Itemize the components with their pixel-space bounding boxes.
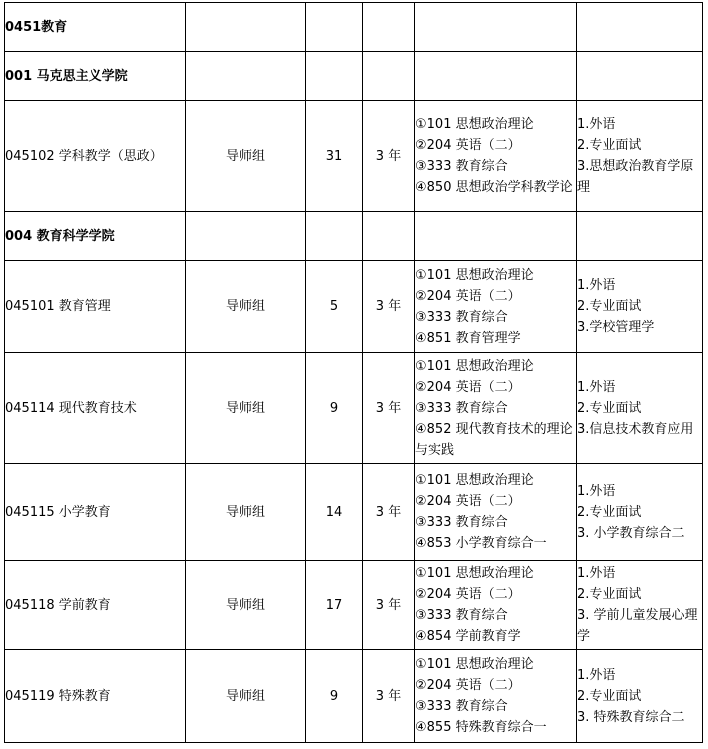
retest-subject: 1.外语 bbox=[577, 278, 616, 293]
exam-subject: ③333 教育综合 bbox=[415, 608, 508, 623]
exam-subject: ①101 思想政治理论 bbox=[415, 566, 534, 581]
exam-subject: ④855 特殊教育综合一 bbox=[415, 720, 547, 735]
program-duration: 3 年 bbox=[363, 561, 415, 650]
program-code-name: 045115 小学教育 bbox=[5, 464, 186, 561]
empty-cell bbox=[577, 3, 703, 52]
empty-cell bbox=[186, 3, 306, 52]
exam-subject: ③333 教育综合 bbox=[415, 159, 508, 174]
program-duration: 3 年 bbox=[363, 101, 415, 212]
exam-subjects bbox=[415, 353, 577, 464]
program-quota: 9 bbox=[306, 353, 363, 464]
college-name: 004 教育科学学院 bbox=[5, 212, 186, 261]
exam-subject: ④851 教育管理学 bbox=[415, 330, 521, 346]
empty-cell bbox=[363, 3, 415, 52]
retest-subject: 1.外语 bbox=[577, 379, 616, 395]
retest-subject: 2.专业面试 bbox=[577, 400, 642, 416]
retest-subject: 2.专业面试 bbox=[577, 587, 642, 602]
empty-cell bbox=[186, 52, 306, 101]
program-code-name: 045119 特殊教育 bbox=[5, 650, 186, 743]
retest-subject: 3. 学前儿童发展心理学 bbox=[577, 608, 698, 644]
empty-cell bbox=[186, 212, 306, 261]
program-duration: 3 年 bbox=[363, 464, 415, 561]
program-advisor: 导师组 bbox=[186, 561, 306, 650]
retest-subject: 1.外语 bbox=[577, 483, 616, 499]
exam-subject: ②204 英语（二） bbox=[415, 138, 521, 153]
empty-cell bbox=[577, 212, 703, 261]
exam-subject: ④852 现代教育技术的理论与实践 bbox=[415, 421, 573, 458]
program-code-name: 045114 现代教育技术 bbox=[5, 353, 186, 464]
college-row bbox=[5, 52, 703, 101]
exam-subject: ③333 教育综合 bbox=[415, 309, 508, 325]
major-row bbox=[5, 3, 703, 52]
exam-subjects bbox=[415, 261, 577, 353]
program-advisor: 导师组 bbox=[186, 261, 306, 353]
exam-subject: ①101 思想政治理论 bbox=[415, 358, 534, 374]
program-quota: 5 bbox=[306, 261, 363, 353]
program-row bbox=[5, 353, 703, 464]
exam-subject: ③333 教育综合 bbox=[415, 699, 508, 714]
retest-subject: 3.信息技术教育应用 bbox=[577, 421, 694, 437]
program-advisor: 导师组 bbox=[186, 101, 306, 212]
college-name: 001 马克思主义学院 bbox=[5, 52, 186, 101]
retest-subjects bbox=[577, 353, 703, 464]
exam-subjects bbox=[415, 650, 577, 743]
retest-subject: 2.专业面试 bbox=[577, 299, 642, 314]
empty-cell bbox=[306, 3, 363, 52]
empty-cell bbox=[363, 212, 415, 261]
program-code-name: 045118 学前教育 bbox=[5, 561, 186, 650]
major-label: 0451教育 bbox=[5, 3, 186, 52]
program-quota: 9 bbox=[306, 650, 363, 743]
exam-subjects bbox=[415, 561, 577, 650]
retest-subjects bbox=[577, 650, 703, 743]
retest-subject: 2.专业面试 bbox=[577, 138, 642, 153]
program-quota: 31 bbox=[306, 101, 363, 212]
exam-subject: ④853 小学教育综合一 bbox=[415, 536, 547, 551]
program-quota: 17 bbox=[306, 561, 363, 650]
program-row bbox=[5, 261, 703, 353]
retest-subject: 1.外语 bbox=[577, 667, 616, 683]
retest-subject: 1.外语 bbox=[577, 117, 616, 132]
exam-subjects bbox=[415, 101, 577, 212]
empty-cell bbox=[415, 212, 577, 261]
program-duration: 3 年 bbox=[363, 353, 415, 464]
exam-subject: ②204 英语（二） bbox=[415, 494, 521, 509]
retest-subject: 3. 特殊教育综合二 bbox=[577, 709, 685, 725]
program-duration: 3 年 bbox=[363, 261, 415, 353]
retest-subject: 3.学校管理学 bbox=[577, 320, 655, 335]
program-advisor: 导师组 bbox=[186, 353, 306, 464]
exam-subject: ①101 思想政治理论 bbox=[415, 657, 534, 672]
empty-cell bbox=[306, 52, 363, 101]
program-row bbox=[5, 464, 703, 561]
college-row bbox=[5, 212, 703, 261]
empty-cell bbox=[306, 212, 363, 261]
program-advisor: 导师组 bbox=[186, 464, 306, 561]
empty-cell bbox=[363, 52, 415, 101]
empty-cell bbox=[415, 3, 577, 52]
exam-subject: ②204 英语（二） bbox=[415, 288, 521, 304]
retest-subjects bbox=[577, 261, 703, 353]
program-code-name: 045102 学科教学（思政） bbox=[5, 101, 186, 212]
exam-subject: ③333 教育综合 bbox=[415, 515, 508, 530]
program-code-name: 045101 教育管理 bbox=[5, 261, 186, 353]
program-advisor: 导师组 bbox=[186, 650, 306, 743]
admissions-table bbox=[4, 2, 703, 743]
exam-subject: ②204 英语（二） bbox=[415, 379, 521, 395]
program-row bbox=[5, 561, 703, 650]
program-quota: 14 bbox=[306, 464, 363, 561]
exam-subject: ③333 教育综合 bbox=[415, 400, 508, 416]
retest-subjects bbox=[577, 101, 703, 212]
program-duration: 3 年 bbox=[363, 650, 415, 743]
retest-subjects bbox=[577, 464, 703, 561]
retest-subject: 3. 小学教育综合二 bbox=[577, 525, 685, 541]
exam-subject: ②204 英语（二） bbox=[415, 678, 521, 693]
exam-subjects bbox=[415, 464, 577, 561]
exam-subject: ①101 思想政治理论 bbox=[415, 473, 534, 488]
retest-subject: 2.专业面试 bbox=[577, 688, 642, 704]
exam-subject: ①101 思想政治理论 bbox=[415, 117, 534, 132]
exam-subject: ②204 英语（二） bbox=[415, 587, 521, 602]
retest-subjects bbox=[577, 561, 703, 650]
retest-subject: 3.思想政治教育学原理 bbox=[577, 159, 694, 195]
empty-cell bbox=[577, 52, 703, 101]
exam-subject: ④854 学前教育学 bbox=[415, 629, 521, 644]
retest-subject: 2.专业面试 bbox=[577, 504, 642, 520]
exam-subject: ①101 思想政治理论 bbox=[415, 267, 534, 283]
exam-subject: ④850 思想政治学科教学论 bbox=[415, 180, 573, 195]
retest-subject: 1.外语 bbox=[577, 566, 616, 581]
program-row bbox=[5, 650, 703, 743]
empty-cell bbox=[415, 52, 577, 101]
program-row bbox=[5, 101, 703, 212]
